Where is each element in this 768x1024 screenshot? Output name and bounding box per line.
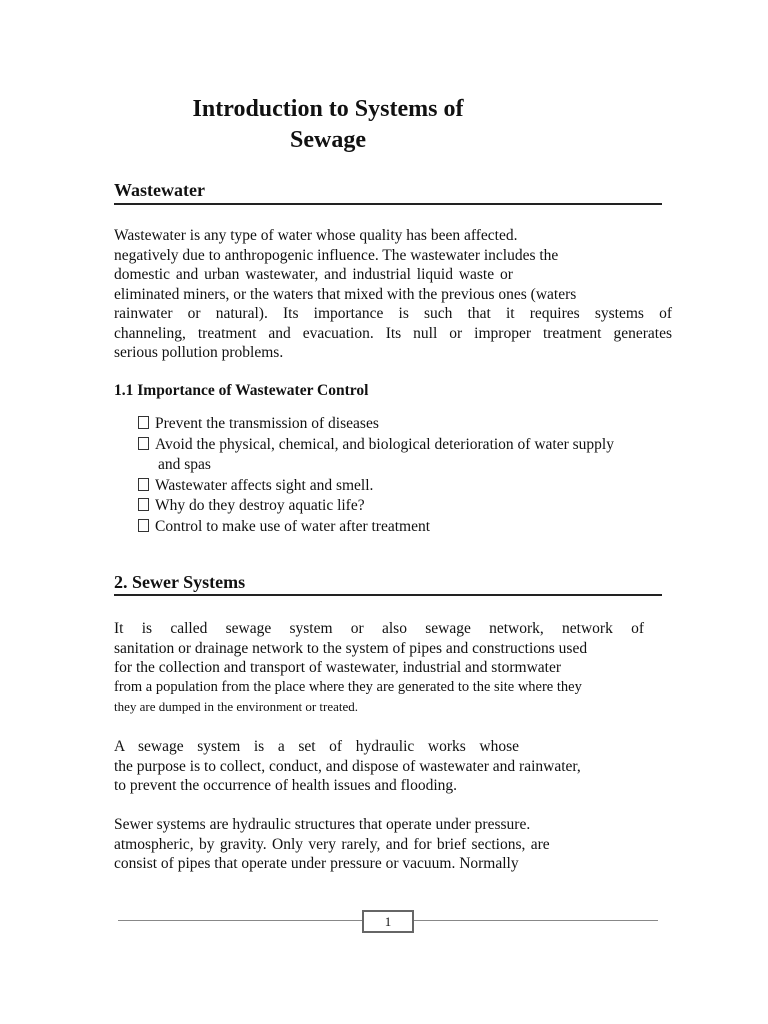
document-title — [150, 94, 506, 156]
heading-wastewater: Wastewater — [114, 180, 205, 200]
sewer-p1-line-3: for the collection and transport of wastewater, industrial and stormwater — [114, 659, 562, 676]
bullet-box-icon — [138, 437, 149, 450]
wastewater-line-2: negatively due to anthropogenic influence. The wastewater includes the — [114, 246, 559, 264]
bullet-text: Avoid the physical, chemical, and biological deterioration of water supply — [155, 435, 614, 453]
bullet-box-icon — [138, 416, 149, 429]
document-title-line-1: Introduction to Systems of — [192, 96, 464, 122]
bullet-text-continuation: and spas — [158, 456, 211, 473]
bullet-text: Control to make use of water after treatment — [155, 517, 431, 535]
wastewater-line-1: Wastewater is any type of water whose quality has been affected. — [114, 227, 518, 244]
page-number-box — [362, 910, 414, 933]
sewer-p1-line-2: sanitation or drainage network to the system of pipes and constructions used — [114, 639, 588, 657]
list-item — [138, 414, 678, 435]
heading-importance: 1.1 Importance of Wastewater Control — [114, 382, 369, 399]
sewer-p3-line-1: Sewer systems are hydraulic structures that operate under pressure. — [114, 816, 531, 833]
importance-bullet-list — [138, 414, 678, 537]
heading-wastewater-rule — [114, 203, 662, 205]
bullet-text: Why do they destroy aquatic life? — [155, 497, 365, 514]
bullet-box-icon — [138, 519, 149, 532]
footer-rule-right — [414, 920, 658, 921]
sewer-p2-line-1: A sewage system is a set of hydraulic works whose — [114, 738, 519, 755]
list-item — [138, 435, 678, 476]
bullet-box-icon — [138, 498, 149, 511]
sewer-paragraph-2 — [114, 737, 672, 796]
document-title-line-2: Sewage — [290, 127, 366, 153]
list-item — [138, 496, 678, 517]
wastewater-line-5: rainwater or natural). Its importance is such that it requires systems of — [114, 305, 672, 322]
sewer-p3-line-3: consist of pipes that operate under pressure or vacuum. Normally — [114, 855, 519, 872]
sewer-paragraph-1 — [114, 619, 678, 717]
footer-rule-left — [118, 920, 362, 921]
wastewater-line-4: eliminated miners, or the waters that mixed with the previous ones (waters — [114, 285, 577, 303]
sewer-p1-line-1: It is called sewage system or also sewage network, network of — [114, 620, 644, 637]
wastewater-line-3: domestic and urban wastewater, and industrial liquid waste or — [114, 266, 513, 283]
wastewater-line-6: channeling, treatment and evacuation. Its null or improper treatment generates — [114, 324, 672, 342]
sewer-paragraph-3 — [114, 815, 672, 874]
sewer-p2-line-3: to prevent the occurrence of health issues and flooding. — [114, 777, 458, 794]
list-item — [138, 517, 678, 538]
sewer-p3-line-2: atmospheric, by gravity. Only very rarely, and for brief sections, are — [114, 835, 550, 853]
list-item — [138, 476, 678, 497]
heading-sewer-systems-rule — [114, 594, 662, 596]
sewer-p1-line-4: from a population from the place where they are generated to the site where they — [114, 678, 582, 695]
page-number: 1 — [384, 914, 392, 929]
wastewater-line-7: serious pollution problems. — [114, 344, 284, 361]
heading-sewer-systems: 2. Sewer Systems — [114, 572, 246, 592]
sewer-p2-line-2: the purpose is to collect, conduct, and dispose of wastewater and rainwater, — [114, 757, 581, 775]
sewer-p1-line-5: they are dumped in the environment or treated. — [114, 699, 359, 714]
bullet-text: Prevent the transmission of diseases — [155, 415, 379, 432]
bullet-box-icon — [138, 478, 149, 491]
wastewater-paragraph — [114, 226, 672, 363]
bullet-text: Wastewater affects sight and smell. — [155, 476, 374, 494]
